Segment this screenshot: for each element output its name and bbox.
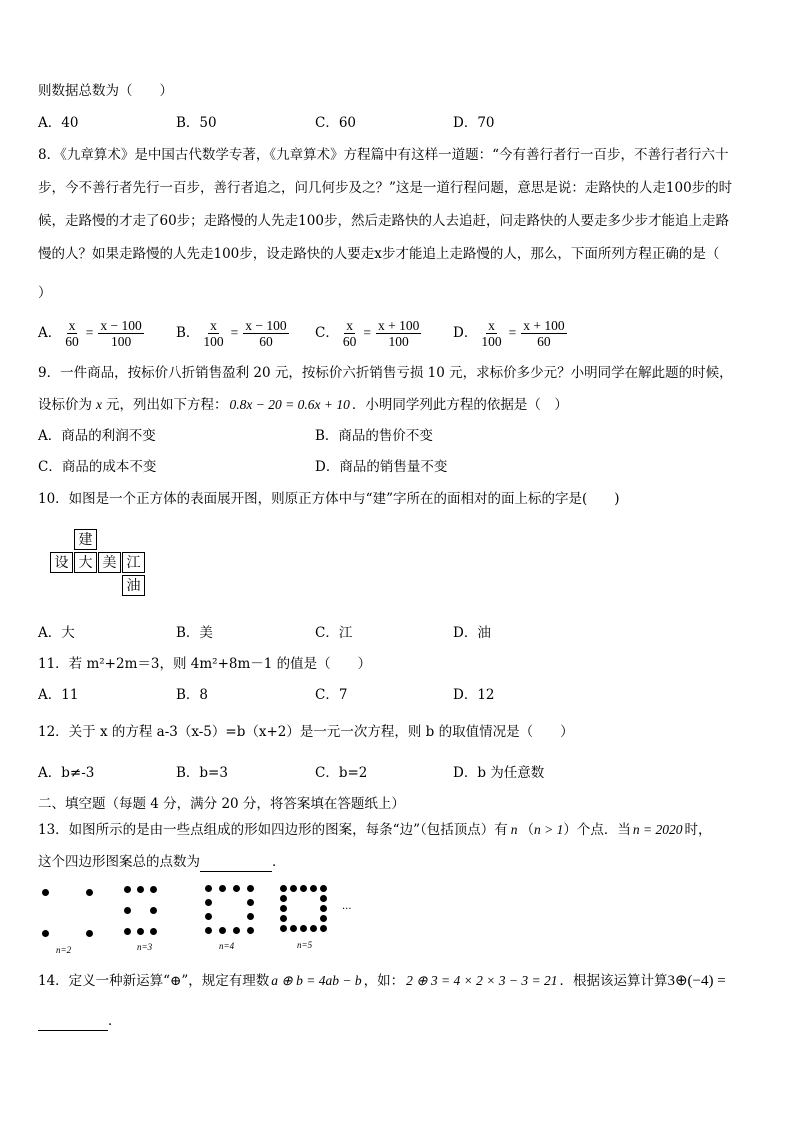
q11-option-c: C．7 — [315, 687, 348, 703]
dot — [42, 930, 49, 937]
section-2-heading: 二、填空题（每题 4 分，满分 20 分，将答案填在答题纸上） — [38, 796, 405, 812]
option-label: D． — [453, 325, 478, 341]
q8-line-2: 步，今不善行者先行一百步，善行者追之，问几何步及之？”这是一道行程问题，意思是说：走路快的人走100步的时 — [38, 180, 733, 196]
dot — [290, 885, 297, 892]
q8-option-c: C． $\frac{x}{60}$ = $\frac{x + 100}{100}$ — [315, 318, 420, 349]
q12-option-a: A．b≠-3 — [38, 765, 95, 781]
fraction: $\frac{x}{60}$ — [342, 318, 357, 349]
dot — [205, 927, 212, 934]
q9-option-d: D．商品的销售量不变 — [315, 459, 448, 475]
q11-option-a: A．11 — [38, 687, 79, 703]
dot — [205, 885, 212, 892]
dot — [320, 905, 327, 912]
dot — [42, 889, 49, 896]
dot — [150, 928, 157, 935]
net-cell-top: 建 — [74, 529, 97, 550]
dot — [320, 885, 327, 892]
q7-stem-tail: 则数据总数为（ ） — [38, 83, 173, 99]
dot — [219, 927, 226, 934]
dot — [124, 928, 131, 935]
answer-blank[interactable] — [38, 1012, 108, 1031]
fraction: $\frac{x}{100}$ — [481, 318, 502, 349]
dot — [280, 895, 287, 902]
label-n3: n=3 — [137, 942, 153, 952]
label-n5: n=5 — [297, 940, 313, 950]
q8-line-4: 慢的人？如果走路慢的人先走100步，设走路快的人要走x步才能追上走路慢的人，那么，下面所列方程正确的是（ — [38, 246, 720, 262]
q12-option-d: D．b 为任意数 — [453, 765, 545, 781]
q14-line-2: ． — [38, 1012, 122, 1031]
dot — [247, 927, 254, 934]
dot — [247, 885, 254, 892]
dot — [233, 885, 240, 892]
fraction: $\frac{x - 100}{60}$ — [245, 318, 287, 349]
dot — [150, 886, 157, 893]
q12-option-c: C．b=2 — [315, 765, 368, 781]
dot — [320, 925, 327, 932]
dot — [310, 885, 317, 892]
q13-line-2: 这个四边形图案总的点数为 ． — [38, 854, 286, 870]
q7-option-b: B．50 — [176, 115, 217, 131]
label-n2: n=2 — [56, 945, 72, 955]
dot — [205, 913, 212, 920]
dot — [86, 889, 93, 896]
dot — [124, 907, 131, 914]
dot — [233, 927, 240, 934]
q9-line-1: 9．一件商品，按标价八折销售盈利 20 元，按标价六折销售亏损 10 元，求标价多少元？小明同学在解此题的时候， — [38, 365, 733, 381]
fraction: $\frac{x}{100}$ — [203, 318, 224, 349]
q12-option-b: B．b=3 — [176, 765, 228, 781]
dot — [150, 907, 157, 914]
dot — [219, 885, 226, 892]
q8-option-d: D． $\frac{x}{100}$ = $\frac{x + 100}{60}$ — [453, 318, 565, 349]
dot — [280, 915, 287, 922]
q9-option-a: A．商品的利润不变 — [38, 428, 156, 444]
fraction: $\frac{x}{60}$ — [65, 318, 79, 349]
dot — [280, 905, 287, 912]
q8-line-1: 8．《九章算术》是中国古代数学专著，《九章算术》方程篇中有这样一道题：“今有善行者行一百步，不善行者行六十 — [38, 147, 729, 163]
fraction: $\frac{x + 100}{60}$ — [523, 318, 565, 349]
dot — [86, 930, 93, 937]
q11-line-1: 11．若 m²+2m＝3，则 4m²+8m－1 的值是（ ） — [38, 656, 372, 672]
net-cell-2: 大 — [74, 552, 97, 573]
net-cell-4: 江 — [122, 552, 145, 573]
net-cell-bottom: 油 — [122, 575, 145, 596]
dot — [280, 885, 287, 892]
option-label: B． — [176, 325, 200, 341]
option-label: C． — [315, 325, 339, 341]
q9-option-c: C．商品的成本不变 — [38, 459, 157, 475]
dot — [300, 925, 307, 932]
label-n4: n=4 — [219, 941, 235, 951]
dot — [300, 885, 307, 892]
dot — [290, 925, 297, 932]
q14-line-1: 14．定义一种新运算“⊕”，规定有理数 a ⊕ b = 4ab − b ，如： 2 ⊕ 3 = 4 × 2 × 3 − 3 = 21 ．根据该运算计算3⊕(−4) = — [38, 973, 726, 989]
dot — [205, 899, 212, 906]
dot — [137, 886, 144, 893]
q10-option-c: C．江 — [315, 625, 353, 641]
dot — [320, 915, 327, 922]
q7-option-d: D．70 — [453, 115, 495, 131]
q7-option-c: C．60 — [315, 115, 357, 131]
fraction: $\frac{x + 100}{100}$ — [377, 318, 420, 349]
q9-equation: 0.8x − 20 = 0.6x + 10 — [229, 397, 350, 412]
dot — [310, 925, 317, 932]
q11-option-b: B．8 — [176, 687, 209, 703]
q13-line-1: 13．如图所示的是由一些点组成的形如四边形的图案，每条“边”（包括顶点）有 n （n > 1）个点．当 n = 2020 时， — [38, 822, 712, 838]
ellipsis: ··· — [342, 904, 352, 915]
q8-option-a: A． $\frac{x}{60}$ = $\frac{x - 100}{100}$ — [38, 318, 142, 349]
q11-option-d: D．12 — [453, 687, 495, 703]
fraction: $\frac{x - 100}{100}$ — [100, 318, 142, 349]
q9-line-2: 设标价为 x 元，列出如下方程： 0.8x − 20 = 0.6x + 10 ．小明同学列此方程的依据是（ ） — [38, 397, 568, 413]
dot — [280, 925, 287, 932]
q7-option-a: A．40 — [38, 115, 79, 131]
dot — [247, 913, 254, 920]
option-label: A． — [38, 325, 62, 341]
q8-option-b: B． $\frac{x}{100}$ = $\frac{x - 100}{60}$ — [176, 318, 287, 349]
q10-option-a: A．大 — [38, 625, 75, 641]
q8-line-5: ） — [38, 285, 52, 301]
q12-line-1: 12．关于 x 的方程 a-3（x-5）=b（x+2）是一元一次方程，则 b 的取值情况是（ ） — [38, 724, 574, 740]
dot — [247, 899, 254, 906]
q10-line-1: 10．如图是一个正方体的表面展开图，则原正方体中与“建”字所在的面相对的面上标的字是( ) — [38, 491, 620, 507]
net-cell-1: 设 — [50, 552, 73, 573]
q10-option-b: B．美 — [176, 625, 213, 641]
q10-option-d: D．油 — [453, 625, 491, 641]
dot — [124, 886, 131, 893]
q8-line-3: 候，走路慢的才走了60步；走路慢的人先走100步，然后走路快的人去追赶，问走路快的人要走多少步才能追上走路 — [38, 213, 729, 229]
dot — [137, 928, 144, 935]
net-cell-3: 美 — [98, 552, 121, 573]
q9-option-b: B．商品的售价不变 — [315, 428, 433, 444]
answer-blank[interactable] — [200, 853, 272, 872]
dot — [320, 895, 327, 902]
